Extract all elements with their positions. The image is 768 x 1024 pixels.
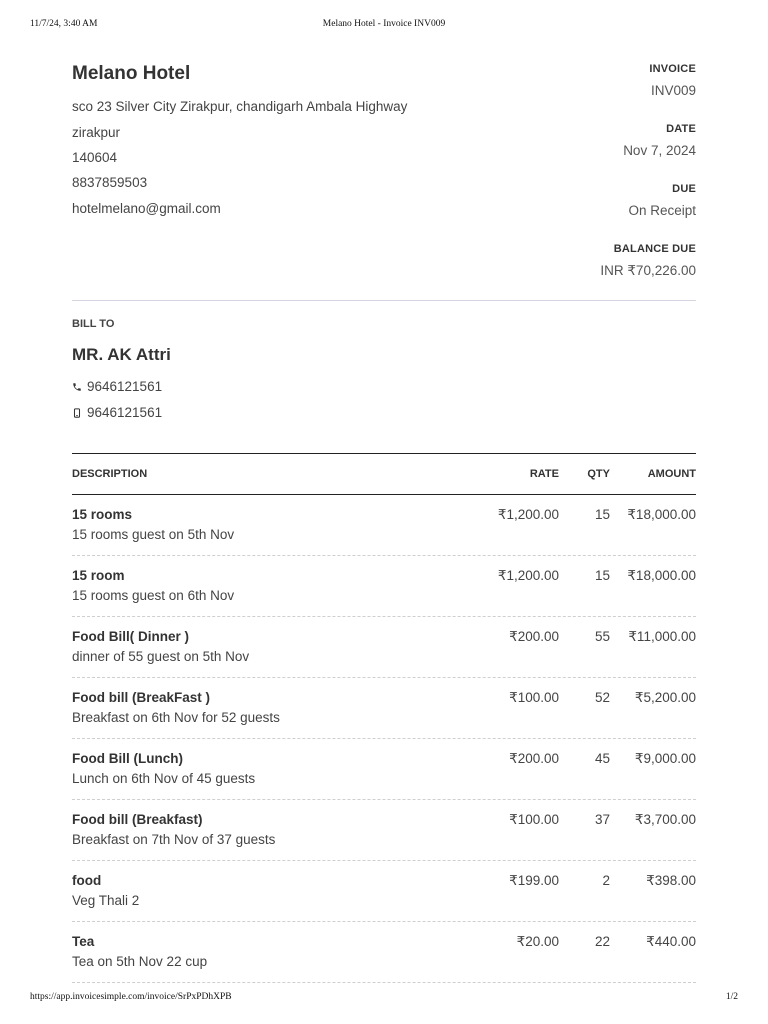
item-rate: ₹100.00 <box>509 690 559 705</box>
item-qty: 37 <box>594 812 610 827</box>
table-row <box>72 494 696 556</box>
invoice-label: INVOICE <box>649 63 696 75</box>
invoice-date: Nov 7, 2024 <box>623 143 696 158</box>
item-rate: ₹20.00 <box>516 934 559 949</box>
due-label: DUE <box>672 183 696 195</box>
print-title: Melano Hotel - Invoice INV009 <box>322 19 446 29</box>
header-amount: AMOUNT <box>647 468 696 480</box>
header-qty: QTY <box>587 468 610 480</box>
item-description: 15 rooms guest on 5th Nov <box>72 527 235 542</box>
item-description: Lunch on 6th Nov of 45 guests <box>72 771 256 786</box>
balance-due-value: INR ₹70,226.00 <box>600 263 696 278</box>
invoice-due-block <box>628 183 696 218</box>
business-address: sco 23 Silver City Zirakpur, chandigarh Ambala Highway <box>72 99 408 114</box>
table-row <box>72 799 696 861</box>
phone-icon <box>72 382 82 392</box>
print-datetime: 11/7/24, 3:40 AM <box>30 19 98 29</box>
item-title: 15 room <box>72 568 125 583</box>
client-mobile: 9646121561 <box>87 405 163 420</box>
client-phone: 9646121561 <box>87 379 163 394</box>
item-description: 15 rooms guest on 6th Nov <box>72 588 235 603</box>
item-rate: ₹1,200.00 <box>497 507 559 522</box>
item-amount: ₹18,000.00 <box>627 568 696 583</box>
date-label: DATE <box>666 123 696 135</box>
business-email[interactable]: hotelmelano@gmail.com <box>72 201 221 216</box>
item-title: Food Bill( Dinner ) <box>72 629 189 644</box>
item-amount: ₹398.00 <box>646 873 696 888</box>
item-qty: 45 <box>594 751 610 766</box>
item-qty: 2 <box>602 873 610 888</box>
balance-due-block <box>600 243 696 279</box>
item-amount: ₹11,000.00 <box>628 629 696 644</box>
invoice-date-block <box>623 123 696 158</box>
item-title: Tea <box>72 934 95 949</box>
table-row <box>72 738 696 800</box>
item-rate: ₹1,200.00 <box>497 568 559 583</box>
item-qty: 55 <box>594 629 610 644</box>
item-rate: ₹199.00 <box>509 873 559 888</box>
item-qty: 15 <box>594 568 610 583</box>
item-description: Breakfast on 6th Nov for 52 guests <box>72 710 280 725</box>
item-title: Food bill (BreakFast ) <box>72 690 211 705</box>
table-row <box>72 555 696 617</box>
item-rate: ₹200.00 <box>509 629 559 644</box>
mobile-phone-icon <box>72 408 82 418</box>
item-amount: ₹3,700.00 <box>634 812 696 827</box>
table-row <box>72 860 696 922</box>
item-amount: ₹9,000.00 <box>634 751 696 766</box>
print-url[interactable]: https://app.invoicesimple.com/invoice/SrPxPDhXPB <box>30 992 232 1002</box>
item-qty: 15 <box>594 507 610 522</box>
table-row <box>72 616 696 678</box>
client-name: MR. AK Attri <box>72 345 171 364</box>
business-postal: 140604 <box>72 150 118 165</box>
client-phone-row <box>72 379 162 394</box>
table-row <box>72 921 696 983</box>
business-city: zirakpur <box>72 125 121 140</box>
business-phone: 8837859503 <box>72 175 148 190</box>
invoice-number: INV009 <box>650 83 696 98</box>
item-rate: ₹200.00 <box>509 751 559 766</box>
table-row <box>72 677 696 739</box>
item-amount: ₹440.00 <box>646 934 696 949</box>
invoice-due: On Receipt <box>628 203 696 218</box>
header-divider <box>72 300 696 301</box>
invoice-number-block <box>649 63 696 98</box>
item-title: Food Bill (Lunch) <box>72 751 183 766</box>
item-description: Tea on 5th Nov 22 cup <box>72 954 208 969</box>
item-title: Food bill (Breakfast) <box>72 812 203 827</box>
item-title: food <box>72 873 102 888</box>
item-amount: ₹5,200.00 <box>634 690 696 705</box>
items-table-header <box>72 453 696 495</box>
item-qty: 52 <box>594 690 610 705</box>
client-mobile-row <box>72 405 162 420</box>
item-description: Breakfast on 7th Nov of 37 guests <box>72 832 276 847</box>
item-rate: ₹100.00 <box>509 812 559 827</box>
item-amount: ₹18,000.00 <box>627 507 696 522</box>
item-description: dinner of 55 guest on 5th Nov <box>72 649 250 664</box>
item-description: Veg Thali 2 <box>72 893 140 908</box>
balance-due-label: BALANCE DUE <box>613 243 696 255</box>
bill-to-label: BILL TO <box>72 318 115 330</box>
item-title: 15 rooms <box>72 507 133 522</box>
business-name: Melano Hotel <box>72 63 191 84</box>
print-page-number: 1/2 <box>725 992 738 1002</box>
item-qty: 22 <box>594 934 610 949</box>
header-description: DESCRIPTION <box>72 468 148 480</box>
header-rate: RATE <box>529 468 559 480</box>
